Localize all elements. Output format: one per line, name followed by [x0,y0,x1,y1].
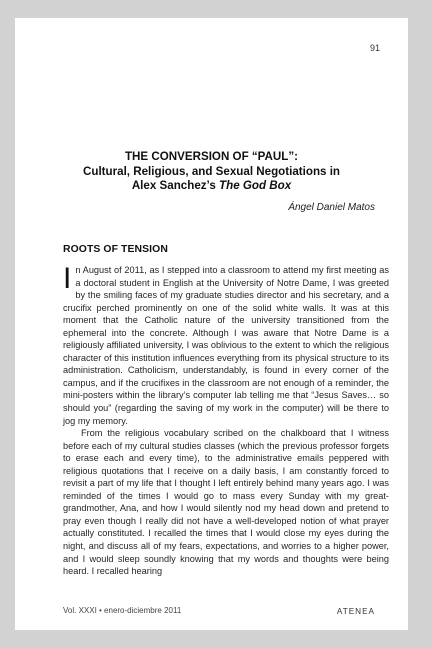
author-name: Ángel Daniel Matos [288,202,375,213]
title-book-name: The God Box [219,179,292,192]
article-title [15,150,408,194]
section-heading: ROOTS OF TENSION [63,244,168,255]
title-line-3-prefix: Alex Sanchez’s [131,179,220,192]
document-page [15,18,408,630]
footer-journal-name: ATENEA [336,607,375,616]
paragraph-1: In August of 2011, as I stepped into a classroom to attend my first meeting as a doctoral student in English at the University of Notre Dame, I was greeted by the smiling faces of my graduate studies director and his secretary, and a crucifix perched prominently on one of the solid white walls. It was at this moment that the Catholic nature of the university transitioned from the ephemeral into the concrete. Although I was aware that Notre Dame is a religiously affiliated university, I was oblivious to the extent to which the religious character of this institution influences everything from its physical structure to its administration. Catholicism, understandably, is found in every corner of the campus, and if the crucifixes in the classroom are not enough of a reminder, the mini-posters within the library’s computer lab telling me that “Jesus Saves… so should you” (regarding the saving of my work in the computer) will be there to jog my memory. [63,262,389,426]
footer-volume: Vol. XXXI • enero-diciembre 2011 [63,606,182,615]
title-line-2: Cultural, Religious, and Sexual Negotiations in [82,164,341,178]
title-line-1: THE CONVERSION OF “PAUL”: [124,150,299,163]
page-number: 91 [369,43,380,53]
title-line-3 [15,179,408,194]
body-text [63,264,389,578]
paragraph-2: From the religious vocabulary scribed on the chalkboard that I witness before each of my cultural studies classes (which the previous professor forgets to erase each and every time), to the administrative emails peppered with religious quotations that I receive on a daily basis, I am constantly forced to revisit a part of my life that I thought I left entirely behind many years ago. I was reminded of the times I would go to mass every Sunday with my great-grandmother, Ana, and how I would silently nod my head down and pretend to pray even though I really did not have a well-developed notion of what prayer actually constituted. I recalled the times that I would close my eyes during the night, and discuss all of my fears, expectations, and worries to a higher power, and I would sleep soundly knowing that my words and thoughts were being heard. I recalled hearing [63,428,389,577]
